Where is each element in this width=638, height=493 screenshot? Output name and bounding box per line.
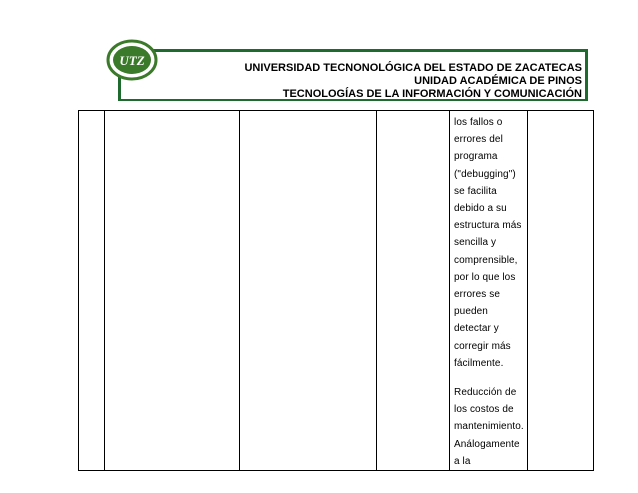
text-line: Reducción de bbox=[454, 387, 517, 399]
text-line: comprensible, bbox=[454, 254, 518, 266]
text-line: se facilita bbox=[454, 185, 497, 197]
text-line: Análogamente bbox=[454, 438, 520, 450]
table-cell-5 bbox=[450, 111, 528, 471]
logo-text: UTZ bbox=[119, 53, 145, 68]
university-name: UNIVERSIDAD TECNONOLÓGICA DEL ESTADO DE ZACATECAS bbox=[244, 62, 582, 74]
text-line: programa bbox=[454, 151, 498, 163]
table-cell-4 bbox=[377, 111, 450, 471]
text-line: corregir más bbox=[454, 340, 511, 352]
text-line: los costos de bbox=[454, 404, 514, 416]
program-name: TECNOLOGÍAS DE LA INFORMACIÓN Y COMUNICACIÓN bbox=[282, 88, 582, 100]
text-line: detectar y bbox=[454, 323, 499, 335]
text-line: estructura más bbox=[454, 220, 522, 232]
text-line: ("debugging") bbox=[454, 168, 516, 180]
text-line: los fallos o bbox=[454, 117, 503, 128]
table-cell-6 bbox=[528, 111, 594, 471]
paragraph-gap bbox=[454, 372, 527, 384]
text-line: a la bbox=[454, 455, 471, 467]
table-cell-2 bbox=[105, 111, 240, 471]
cell-5-text bbox=[450, 111, 527, 470]
table-cell-1 bbox=[79, 111, 105, 471]
document-table bbox=[78, 110, 594, 471]
text-line: errores se bbox=[454, 289, 501, 301]
academic-unit: UNIDAD ACADÉMICA DE PINOS bbox=[414, 75, 582, 87]
text-line: errores del bbox=[454, 134, 503, 146]
text-line: pueden bbox=[454, 306, 488, 318]
text-line: mantenimiento. bbox=[454, 421, 524, 433]
table-cell-3 bbox=[240, 111, 377, 471]
text-line: sencilla y bbox=[454, 237, 497, 249]
text-line: fácilmente. bbox=[454, 357, 504, 369]
text-line: debido a su bbox=[454, 203, 507, 215]
header-title-block bbox=[150, 62, 582, 101]
table-row bbox=[79, 111, 594, 471]
text-line: por lo que los bbox=[454, 271, 516, 283]
